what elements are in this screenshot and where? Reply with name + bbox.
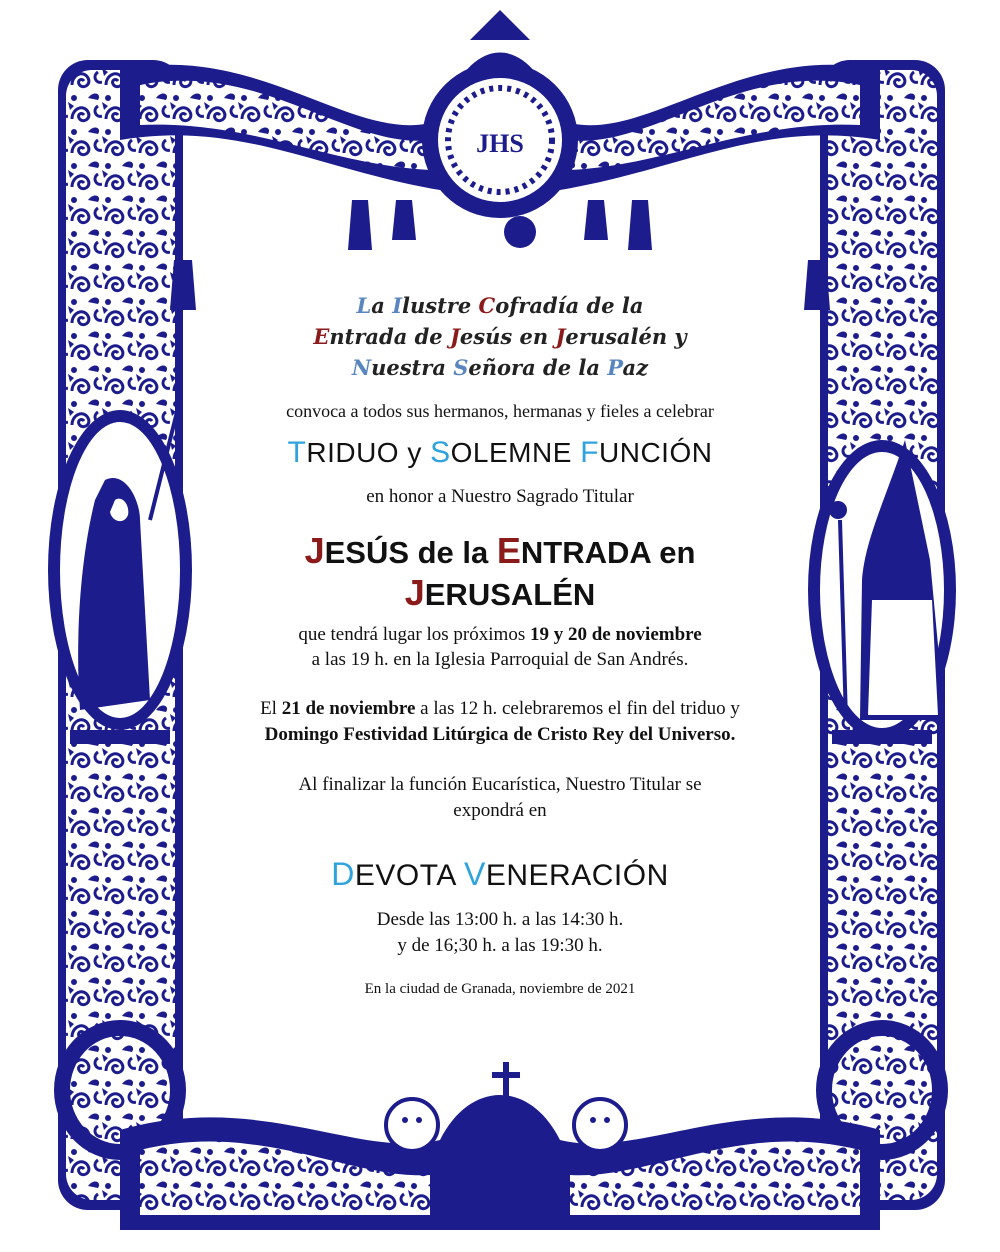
initial: P xyxy=(607,355,623,380)
word: ntrada de xyxy=(329,324,450,349)
honor-text: en honor a Nuestro Sagrado Titular xyxy=(366,486,634,507)
initial: J xyxy=(555,324,566,349)
sunday-paragraph xyxy=(220,696,780,748)
sunday-line-2 xyxy=(220,722,780,748)
word: ENERACIÓN xyxy=(485,859,669,892)
date-paragraph xyxy=(220,622,780,672)
initial: S xyxy=(430,436,451,469)
word: ESÚS de la xyxy=(324,535,497,570)
initial: J xyxy=(304,530,325,571)
titular-title xyxy=(220,530,780,614)
date: 21 de noviembre xyxy=(281,698,416,719)
word: ERUSALÉN xyxy=(424,577,596,612)
word: NTRADA en xyxy=(520,535,696,570)
word: UNCIÓN xyxy=(599,437,713,468)
initial: S xyxy=(453,355,469,380)
text: El xyxy=(260,698,282,719)
expo-line-2: expondrá en xyxy=(453,800,547,821)
word: esús en xyxy=(459,324,556,349)
word: ofradía de la xyxy=(495,293,644,318)
word: OLEMNE xyxy=(450,437,581,468)
initial: V xyxy=(464,856,486,892)
initial: F xyxy=(580,436,600,469)
initial: T xyxy=(287,436,307,469)
initial: L xyxy=(356,293,372,318)
expo-line-1: Al finalizar la función Eucarística, Nuestro Titular se xyxy=(298,774,702,795)
jhs-emblem: JHS xyxy=(476,129,524,158)
top-border xyxy=(120,10,880,310)
word: uestra xyxy=(371,355,454,380)
word: EVOTA xyxy=(354,859,465,892)
bottom-border xyxy=(120,1062,880,1230)
sunday-line-1 xyxy=(220,696,780,722)
initial: J xyxy=(449,324,460,349)
brotherhood-line-2 xyxy=(220,321,780,352)
intro-text: convoca a todos sus hermanos, hermanas y fieles a celebrar xyxy=(286,401,714,421)
hours-line-2: y de 16;30 h. a las 19:30 h. xyxy=(397,935,603,956)
invitation-text xyxy=(220,290,780,998)
veneracion-title xyxy=(220,856,780,893)
dates: 19 y 20 de noviembre xyxy=(529,624,702,645)
date-line-2: a las 19 h. en la Iglesia Parroquial de San Andrés. xyxy=(311,649,689,670)
initial: J xyxy=(404,572,425,613)
footer-text: En la ciudad de Granada, noviembre de 2021 xyxy=(364,981,636,997)
initial: E xyxy=(496,530,521,571)
triduo-title xyxy=(220,436,780,470)
word: RIDUO y xyxy=(306,437,431,468)
brotherhood-line-1 xyxy=(220,290,780,321)
initial: D xyxy=(331,856,355,892)
brotherhood-line-3 xyxy=(220,352,780,383)
word: a xyxy=(371,293,393,318)
initial: I xyxy=(392,293,403,318)
text: a las 12 h. celebraremos el fin del triduo y xyxy=(415,698,740,719)
word: eñora de la xyxy=(468,355,608,380)
initial: E xyxy=(313,324,330,349)
hours-line-1: Desde las 13:00 h. a las 14:30 h. xyxy=(376,909,624,930)
hours-paragraph xyxy=(220,907,780,959)
word: az xyxy=(622,355,649,380)
feast: Domingo Festividad Litúrgica de Cristo Rey del Universo. xyxy=(264,724,736,745)
word: lustre xyxy=(402,293,479,318)
date-line-1 xyxy=(220,622,780,647)
text: que tendrá lugar los próximos xyxy=(298,624,530,645)
initial: C xyxy=(478,293,496,318)
brotherhood-name xyxy=(220,290,780,383)
exposition-paragraph xyxy=(220,772,780,824)
initial: N xyxy=(351,355,372,380)
word: erusalén y xyxy=(565,324,687,349)
